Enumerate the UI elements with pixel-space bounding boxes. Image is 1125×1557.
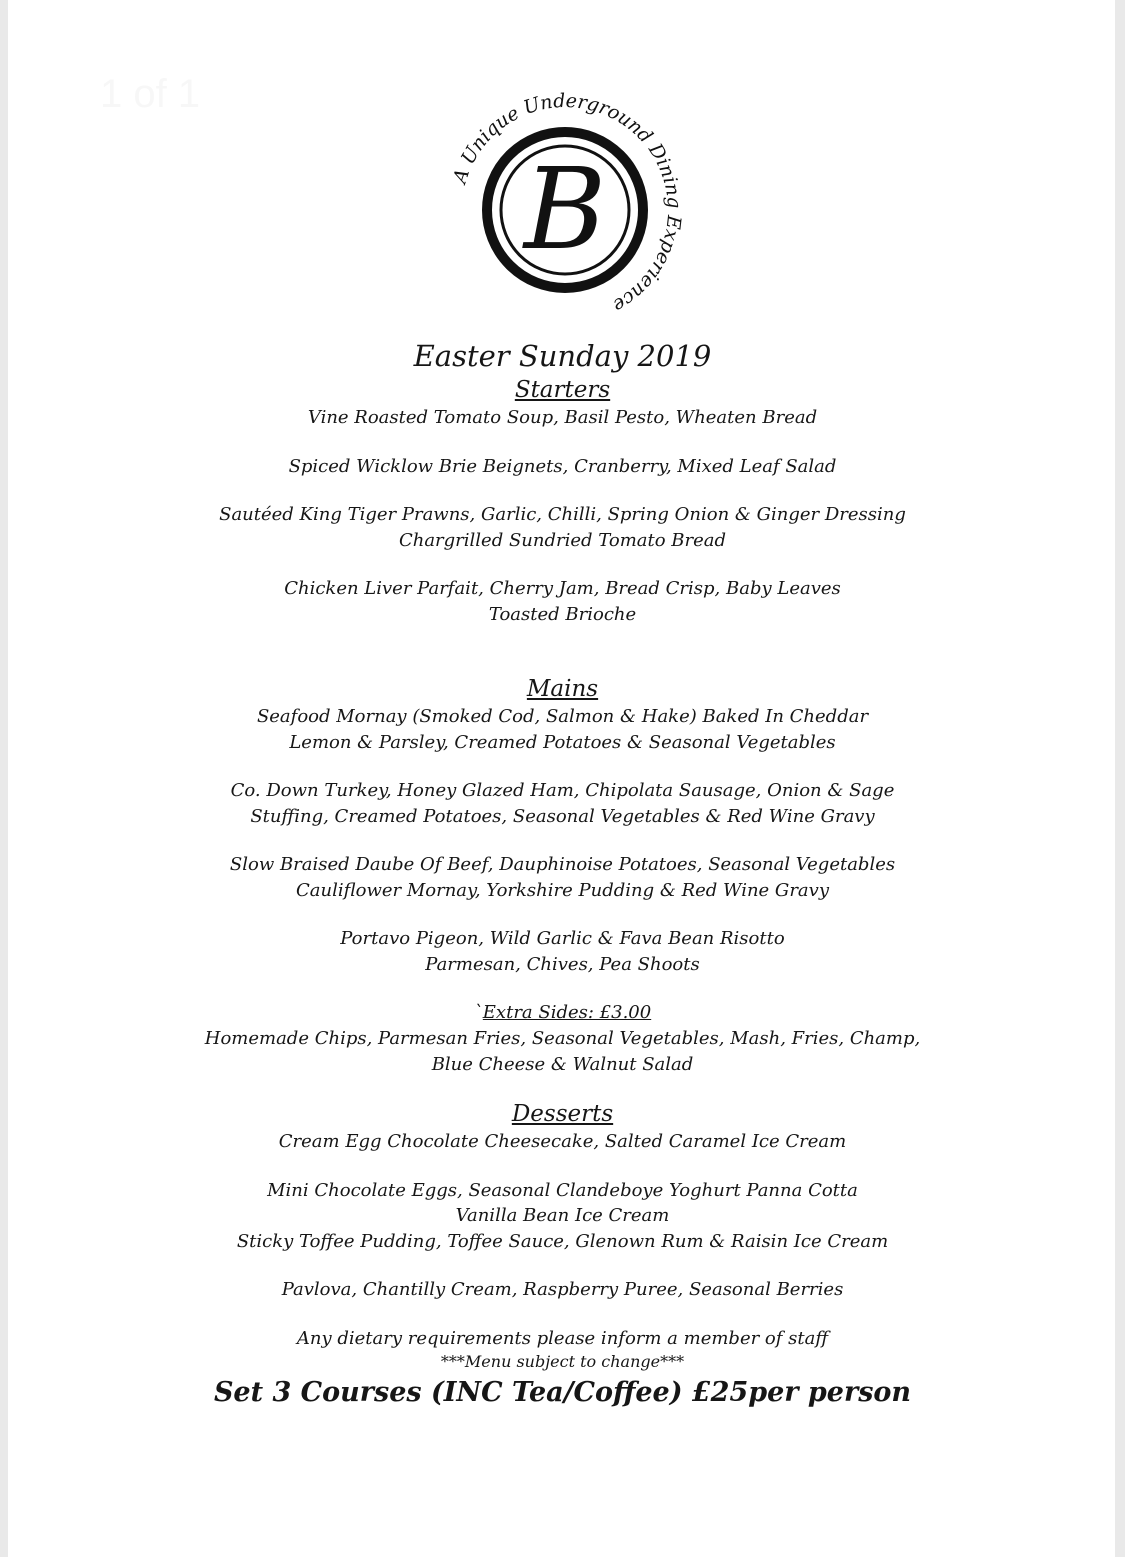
dessert-item: [0, 1178, 1125, 1229]
dietary-note: Any dietary requirements please inform a member of staff: [296, 1327, 829, 1349]
dish-line: Seafood Mornay (Smoked Cod, Salmon & Hake) Baked In Cheddar: [256, 706, 869, 727]
starters-heading: Starters: [514, 377, 611, 403]
dish-line: Spiced Wicklow Brie Beignets, Cranberry, Mixed Leaf Salad: [288, 455, 837, 477]
dish-line: Vanilla Bean Ice Cream: [455, 1205, 670, 1226]
restaurant-logo: [445, 90, 685, 330]
desserts-heading: Desserts: [511, 1101, 614, 1127]
dessert-item: [0, 1277, 1125, 1303]
menu-page: [8, 0, 1115, 1557]
dish-line: Sticky Toffee Pudding, Toffee Sauce, Glenown Rum & Raisin Ice Cream: [236, 1230, 889, 1252]
dish-line: Mini Chocolate Eggs, Seasonal Clandeboye Yoghurt Panna Cotta: [267, 1179, 858, 1201]
dish-line: Blue Cheese & Walnut Salad: [431, 1053, 694, 1075]
menu-title: Easter Sunday 2019: [413, 339, 712, 373]
dish-line: Chicken Liver Parfait, Cherry Jam, Bread Crisp, Baby Leaves: [284, 578, 841, 599]
menu-change-note: ***Menu subject to change***: [440, 1352, 685, 1371]
starter-item: [0, 576, 1125, 627]
menu-content: [0, 336, 1125, 1413]
mains-heading: Mains: [526, 676, 599, 702]
extra-sides-heading: [0, 1000, 1125, 1026]
dish-line: Vine Roasted Tomato Soup, Basil Pesto, Wheaten Bread: [307, 407, 818, 428]
main-item: [0, 852, 1125, 903]
page-counter: 1 of 1: [100, 72, 201, 116]
main-item: [0, 926, 1125, 977]
extra-sides-prefix: `: [473, 1002, 483, 1023]
dessert-item: [0, 1129, 1125, 1155]
dish-line: Lemon & Parsley, Creamed Potatoes & Seasonal Vegetables: [289, 731, 836, 753]
dish-line: Parmesan, Chives, Pea Shoots: [425, 953, 700, 975]
starter-item: [0, 405, 1125, 431]
main-item: [0, 704, 1125, 755]
set-price-line: Set 3 Courses (INC Tea/Coffee) £25per person: [213, 1377, 912, 1408]
dish-line: Portavo Pigeon, Wild Garlic & Fava Bean Risotto: [340, 928, 785, 949]
dish-line: Sautéed King Tiger Prawns, Garlic, Chilli, Spring Onion & Ginger Dressing: [219, 504, 906, 525]
dish-line: Toasted Brioche: [488, 603, 637, 625]
extra-sides-list: [0, 1026, 1125, 1077]
dish-line: Homemade Chips, Parmesan Fries, Seasonal Vegetables, Mash, Fries, Champ,: [204, 1028, 921, 1049]
dessert-item: [0, 1229, 1125, 1255]
dish-line: Cream Egg Chocolate Cheesecake, Salted Caramel Ice Cream: [278, 1131, 847, 1152]
main-item: [0, 778, 1125, 829]
dish-line: Co. Down Turkey, Honey Glazed Ham, Chipolata Sausage, Onion & Sage: [230, 780, 895, 801]
dish-line: Stuffing, Creamed Potatoes, Seasonal Vegetables & Red Wine Gravy: [250, 805, 875, 827]
logo-ring-text: A Unique Underground Dining Experience: [448, 90, 685, 317]
dish-line: Slow Braised Daube Of Beef, Dauphinoise Potatoes, Seasonal Vegetables: [229, 854, 896, 875]
extra-sides-title: Extra Sides: £3.00: [482, 1002, 652, 1023]
dish-line: Chargrilled Sundried Tomato Bread: [398, 529, 727, 551]
starter-item: [0, 502, 1125, 553]
starter-item: [0, 454, 1125, 480]
dish-line: Cauliflower Mornay, Yorkshire Pudding & Red Wine Gravy: [296, 879, 829, 901]
dish-line: Pavlova, Chantilly Cream, Raspberry Puree, Seasonal Berries: [281, 1279, 844, 1300]
logo-monogram: B: [523, 145, 607, 275]
